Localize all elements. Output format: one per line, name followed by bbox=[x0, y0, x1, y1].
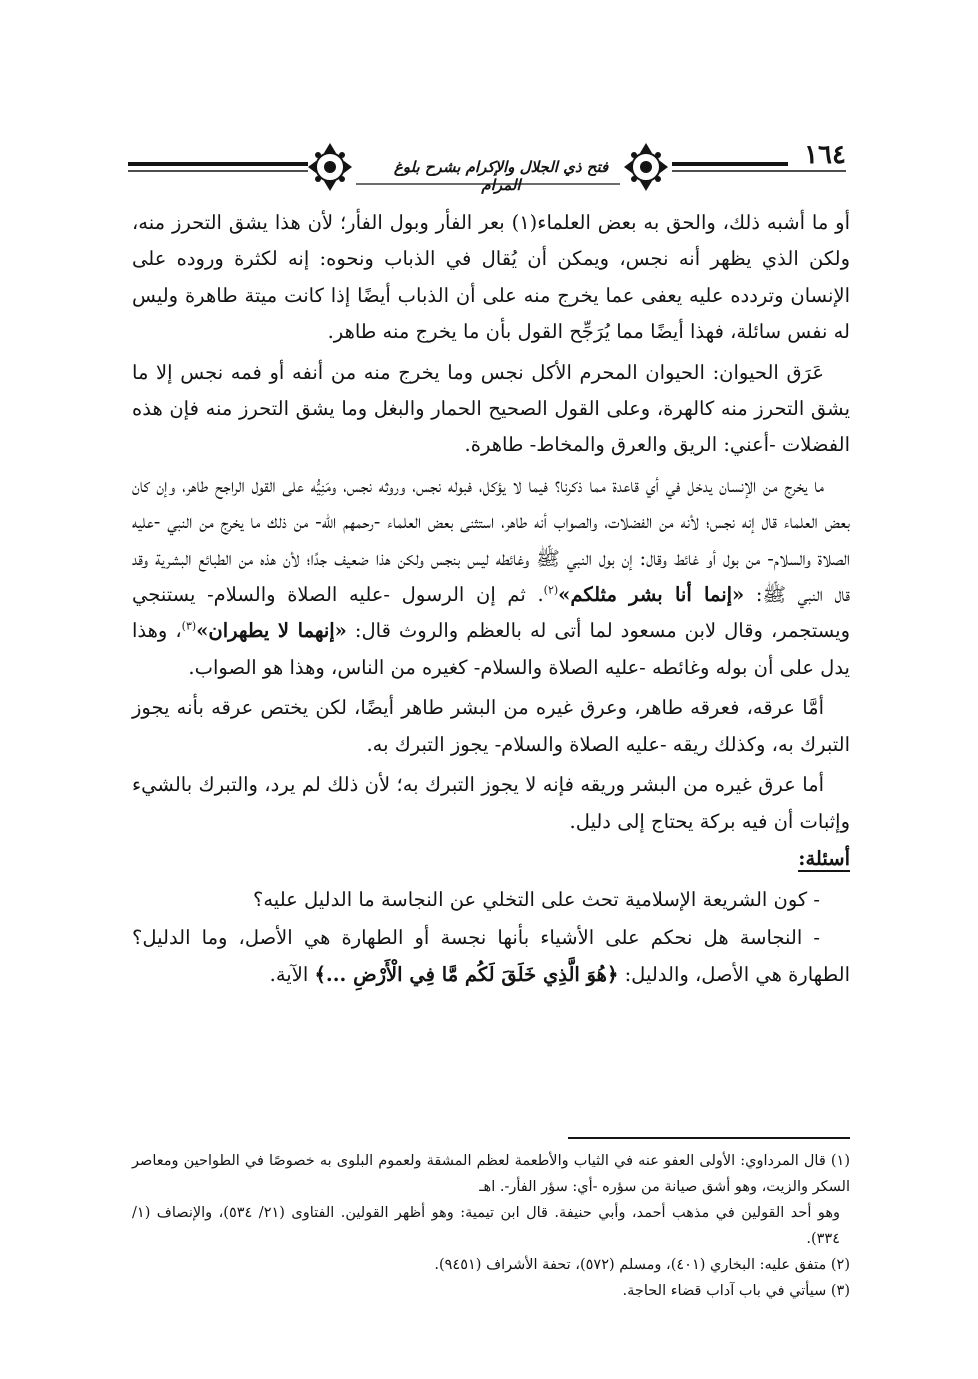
footnotes bbox=[132, 1148, 850, 1304]
main-text bbox=[132, 205, 850, 993]
running-title: فتح ذي الجلال والإكرام بشرح بلوغ المرام bbox=[393, 158, 609, 194]
footnote-ref-2: (٢) bbox=[543, 583, 559, 597]
page-header bbox=[128, 140, 846, 196]
question-2-part-2: الآية. bbox=[269, 962, 315, 986]
hadith-quote-2: «إنهما لا يطهران» bbox=[196, 619, 347, 643]
paragraph-3-part-3: ، وهذا يدل على أن بوله وغائطه -عليه الصلاة والسلام- كغيره من الناس، وهذا هو الصواب. bbox=[132, 619, 850, 679]
footnote-1: (١) قال المرداوي: الأولى العفو عنه في الثياب والأطعمة لعظم المشقة ولعموم البلوى به خصوصًا في الطواحين ومعاصر السكر والزيت، وهو أشق صيانة من سؤره -أي: سؤر الفأر-. اهـ bbox=[132, 1153, 850, 1195]
footnote-2: (٢) متفق عليه: البخاري (٤٠١)، ومسلم (٥٧٢)، تحفة الأشراف (٩٤٥١). bbox=[434, 1257, 850, 1273]
question-2-part-1: - النجاسة هل نحكم على الأشياء بأنها نجسة أو الطهارة هي الأصل، وما الدليل؟ الطهارة هي الأصل، والدليل: bbox=[132, 926, 850, 986]
quran-verse: ﴿هُوَ الَّذِي خَلَقَ لَكُم مَّا فِي الْأَرْضِ ...﴾ bbox=[314, 962, 619, 986]
hadith-quote-1: «إنما أنا بشر مثلكم» bbox=[558, 583, 745, 607]
paragraph-3 bbox=[132, 468, 850, 686]
footnote-separator bbox=[568, 1137, 850, 1139]
question-1: - كون الشريعة الإسلامية تحث على التخلي عن النجاسة ما الدليل عليه؟ bbox=[253, 887, 820, 911]
paragraph-4: أمَّا عرقه، فعرقه طاهر، وعرق غيره من البشر طاهر أيضًا، لكن يختص عرقه بأنه يجوز التبرك به، وكذلك ريقه -عليه الصلاة والسلام- يجوز التبرك به. bbox=[132, 696, 850, 756]
paragraph-3-part-2: . ثم إن الرسول -عليه الصلاة والسلام- يستنجي ويستجمر، وقال لابن مسعود لما أتى له بالعظم والروث قال: bbox=[132, 583, 851, 643]
questions-heading bbox=[132, 842, 850, 876]
footnote-1-continued: وهو أحد القولين في مذهب أحمد، وأبي حنيفة. قال ابن تيمية: وهو أظهر القولين. الفتاوى (٢١/ ٥٣٤)، والإنصاف (١/ ٣٣٤). bbox=[132, 1205, 840, 1247]
paragraph-3-part-1: ما يخرج من الإنسان يدخل في أي قاعدة مما ذكرنا؟ فيما لا يؤكل، فبوله نجس، وروثه نجس، ومَنِيُّه على القول الراجح طاهر، وإن كان بعض العلماء قال إنه نجس؛ لأنه من الفضلات، والصواب أنه طاهر، استثنى بعض العلماء -رحمهم الله- من ذلك ما يخرج من النبي -عليه الصلاة والسلام- من بول أو غائط وقال: إن بول النبي ﷺ وغائطه ليس بنجس ولكن هذا ضعيف جدًا؛ لأن هذه من الطبائع البشرية وقد قال النبي ﷺ: bbox=[132, 473, 851, 607]
footnote-3: (٣) سيأتي في باب آداب قضاء الحاجة. bbox=[622, 1283, 850, 1299]
paragraph-1: أو ما أشبه ذلك، والحق به بعض العلماء(١) بعر الفأر وبول الفأر؛ لأن هذا يشق التحرز منه، ولكن الذي يظهر أنه نجس، ويمكن أن يُقال في الذباب ونحوه: إنه لكثرة وروده على الإنسان وتردده عليه يعفى عما يخرج منه على أن الذباب أيضًا إذا كانت ميتة طاهرة وليس له نفس سائلة، فهذا أيضًا مما يُرَجِّح القول بأن ما يخرج منه طاهر. bbox=[132, 211, 850, 344]
questions-heading-text: أسئلة: bbox=[798, 846, 850, 870]
paragraph-5: أما عرق غيره من البشر وريقه فإنه لا يجوز التبرك به؛ لأن ذلك لم يرد، والتبرك بالشيء وإثبات أن فيه بركة يحتاج إلى دليل. bbox=[132, 773, 850, 833]
question-2 bbox=[132, 920, 850, 993]
footnote-ref-3: (٣) bbox=[181, 619, 197, 633]
page-number: ١٦٤ bbox=[804, 140, 846, 170]
paragraph-2: عَرَق الحيوان: الحيوان المحرم الأكل نجس وما يخرج منه من أنفه أو فمه نجس إلا ما يشق التحرز منه كالهرة، وعلى القول الصحيح الحمار والبغل وما يشق التحرز منه فإن هذه الفضلات -أعني: الريق والعرق والمخاط- طاهرة. bbox=[132, 360, 850, 457]
